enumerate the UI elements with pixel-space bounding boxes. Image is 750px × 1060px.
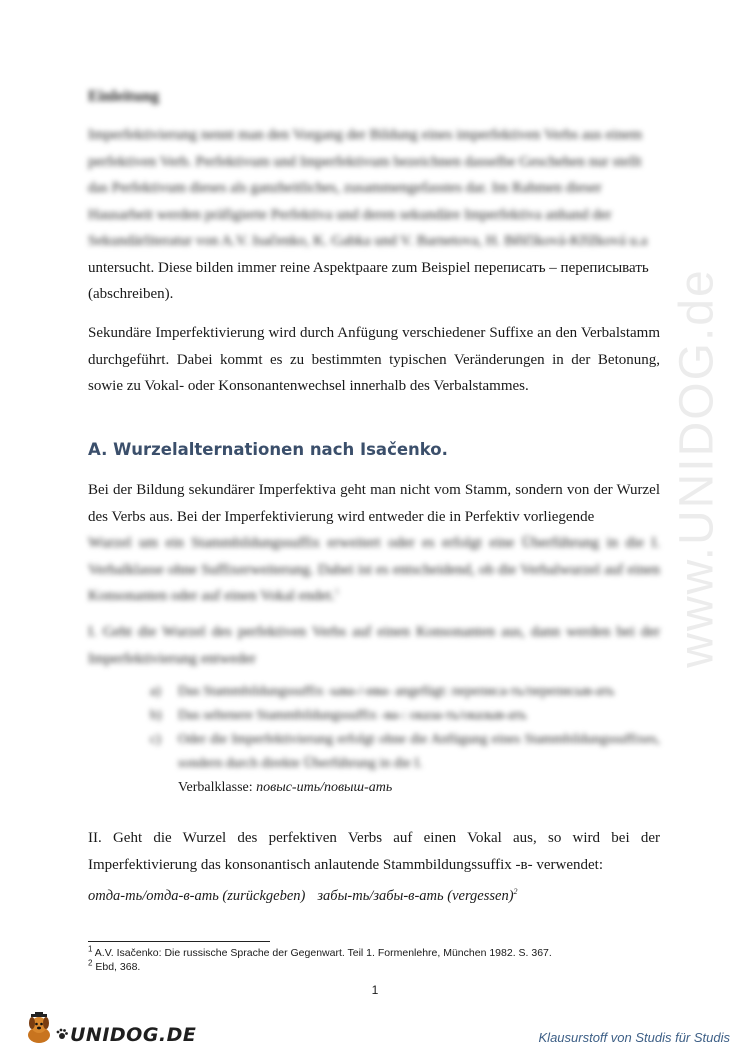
vowel-examples bbox=[88, 888, 518, 905]
list-text-visible-tail: Verbalklasse: bbox=[178, 780, 257, 795]
logo-text: UNIDOG.DE bbox=[70, 1024, 197, 1046]
list-item bbox=[150, 704, 660, 728]
dog-mascot-icon bbox=[22, 1012, 56, 1046]
list-text: Das Stammbildungssuffix -ыва-/-ива- angefügt: переписа-ть/переписыв-ать bbox=[178, 684, 615, 699]
intro-visible-line-2: (abschreiben). bbox=[88, 286, 174, 302]
intro-paragraph bbox=[88, 122, 660, 308]
intro-blurred-line-5: Sekundärliteratur von A.V. Isačenko, K. Gabka und V. Barnetova, H. Bělčíková-Křížková u.a bbox=[88, 233, 648, 249]
list-item bbox=[150, 728, 660, 800]
unidog-logo bbox=[22, 1012, 196, 1046]
paw-icon bbox=[56, 1028, 68, 1040]
footnotes bbox=[88, 946, 552, 974]
list-text-visible-example: повыс-ить/повыш-ать bbox=[256, 780, 393, 795]
footer-tagline: Klausurstoff von Studis für Studis bbox=[538, 1030, 730, 1045]
example-zabyt: забы-ть/забы-в-ать (vergessen) bbox=[317, 888, 514, 904]
list-marker: c) bbox=[150, 732, 161, 747]
roman-one-paragraph: I. Geht die Wurzel des perfektiven Verbs auf einen Konsonanten aus, dann werden bei der Imperfektivierung entweder bbox=[88, 624, 660, 667]
watermark: www.UNIDOG.de bbox=[670, 268, 724, 668]
list-text: Das seltenere Stammbildungssuffix -ва-: оказа-ть/оказыв-ать bbox=[178, 708, 527, 723]
section-heading-a: A. Wurzelalternationen nach Isačenko. bbox=[88, 440, 448, 459]
intro-visible-line: untersucht. Diese bilden immer reine Aspektpaare zum Beispiel переписать – переписывать bbox=[88, 259, 649, 276]
intro-blurred-line-3: das Perfektivum dieses als ganzheitliches, zusammengefasstes dar. Im Rahmen dieser bbox=[88, 180, 602, 196]
section-a-blurred-text: Wurzel um ein Stammbildungssuffix erweitert oder es erfolgt eine Überführung in die I. Verbalklasse ohne Suffixerweiterung. Dabei ist es entscheidend, ob die Verbalwurzel auf einen Konsonanten oder auf einen Vokal endet.$^1$ bbox=[88, 535, 660, 604]
example-otdat: отда-ть/отда-в-ать (zurückgeben) bbox=[88, 888, 306, 904]
intro-blurred-line-2: perfektiven Verb. Perfektivum und Imperfektivum bezeichnen dasselbe Geschehen nur stellt bbox=[88, 153, 642, 170]
list-item bbox=[150, 680, 660, 704]
roman-two-paragraph: II. Geht die Wurzel des perfektiven Verbs auf einen Vokal aus, so wird bei der Imperfektivierung das konsonantisch anlautende Stammbildungssuffix -в- verwendet: bbox=[88, 830, 660, 873]
suffix-list bbox=[150, 680, 660, 800]
footnote-ref-1: 1 bbox=[334, 587, 339, 596]
footnote-ref-2: 2 bbox=[513, 887, 518, 897]
section-a-paragraph bbox=[88, 477, 660, 610]
list-marker: a) bbox=[150, 684, 161, 699]
footnote-2: $^2$ Ebd, 368. bbox=[88, 958, 141, 973]
list-text: Oder die Imperfektivierung erfolgt ohne die Anfügung eines Stammbildungssuffixes, sondern durch direkte Überführung in die I. bbox=[178, 732, 660, 771]
intro-blurred-line-1: Imperfektivierung nennt man den Vorgang der Bildung eines imperfektiven Verbs aus einem bbox=[88, 127, 643, 143]
intro-heading: Einleitung bbox=[88, 88, 160, 105]
page-number: 1 bbox=[371, 983, 379, 997]
list-marker: b) bbox=[150, 708, 162, 723]
paragraph-sekundaere-imperfektivierung: Sekundäre Imperfektivierung wird durch Anfügung verschiedener Suffixe an den Verbalstamm durchgeführt. Dabei kommt es zu bestimmten typischen Veränderungen in der Betonung, sowie zu Vokal- oder Konsonantenwechsel innerhalb des Verbalstammes. bbox=[88, 325, 660, 394]
footnote-1: $^1$ A.V. Isačenko: Die russische Sprache der Gegenwart. Teil 1. Formenlehre, München 1982. S. 367. bbox=[88, 944, 552, 959]
section-a-visible-text: Bei der Bildung sekundärer Imperfektiva geht man nicht vom Stamm, sondern von der Wurzel des Verbs aus. Bei der Imperfektivierung wird entweder die in Perfektiv vorliegende bbox=[88, 482, 660, 525]
intro-blurred-line-4: Hausarbeit werden präfigierte Perfektiva und deren sekundäre Imperfektiva anhand der bbox=[88, 206, 612, 223]
footnote-divider bbox=[88, 941, 270, 942]
